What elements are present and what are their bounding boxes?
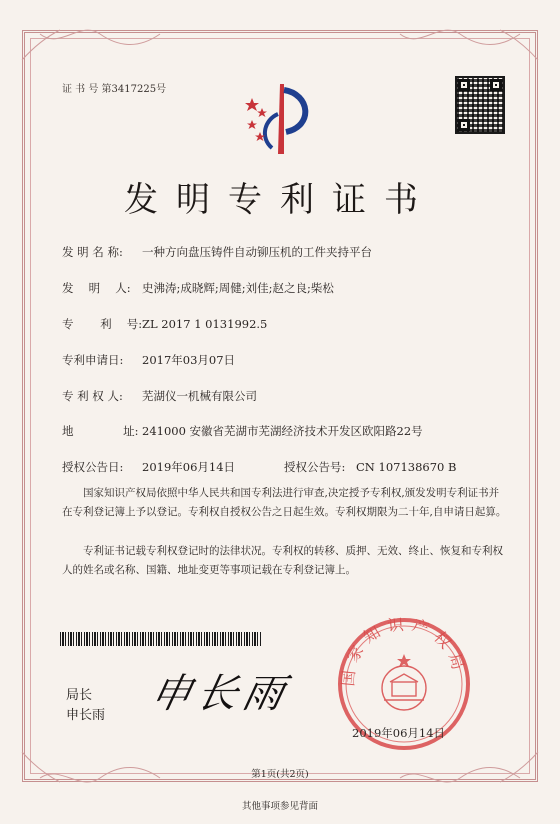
barcode-icon [60,632,262,646]
certificate-number: 证 书 号 第3417225号 [62,84,167,95]
field-inventors: 发 明 人: 史沸涛;成晓辉;周健;刘佳;赵之良;柴松 [62,281,334,295]
field-grant-number: 授权公告号: CN 107138670 B [284,460,457,474]
director-title: 局长 [66,688,93,703]
qr-code-icon [455,76,505,134]
seal-text: 国家知识产权局 [338,614,470,688]
statement-paragraph-2: 专利证书记载专利权登记时的法律状况。专利权的转移、质押、无效、终止、恢复和专利权人的姓名或名称、国籍、地址变更等事项记载在专利登记簿上。 [62,545,503,576]
field-patentee: 专 利 权 人: 芜湖仪一机械有限公司 [62,389,257,403]
field-grant-date: 授权公告日: 2019年06月14日 [62,460,236,474]
cnipa-logo-icon [238,80,316,158]
director-name: 申长雨 [66,708,106,723]
back-note: 其他事项参见背面 [241,801,318,812]
svg-text:国家知识产权局 [338,614,469,687]
page-indicator: 第1页(共2页) [251,769,309,780]
field-application-date: 专利申请日: 2017年03月07日 [62,353,236,367]
page-title: 发明专利证书 [124,180,436,220]
field-patent-number: 专 利 号:ZL 2017 1 0131992.5 [62,317,268,331]
handwritten-signature: 申长雨 [146,671,295,717]
statement-paragraph-1: 国家知识产权局依照中华人民共和国专利法进行审查,决定授予专利权,颁发发明专利证书并在专利登记簿上予以登记。专利权自授权公告之日起生效。专利权期限为二十年,自申请日起算。 [62,487,507,518]
field-invention-name: 发 明 名 称: 一种方向盘压铸件自动铆压机的工件夹持平台 [62,245,372,259]
field-address: 地 址: 241000 安徽省芜湖市芜湖经济技术开发区欧阳路22号 [62,424,423,438]
seal-date: 2019年06月14日 [352,726,446,740]
